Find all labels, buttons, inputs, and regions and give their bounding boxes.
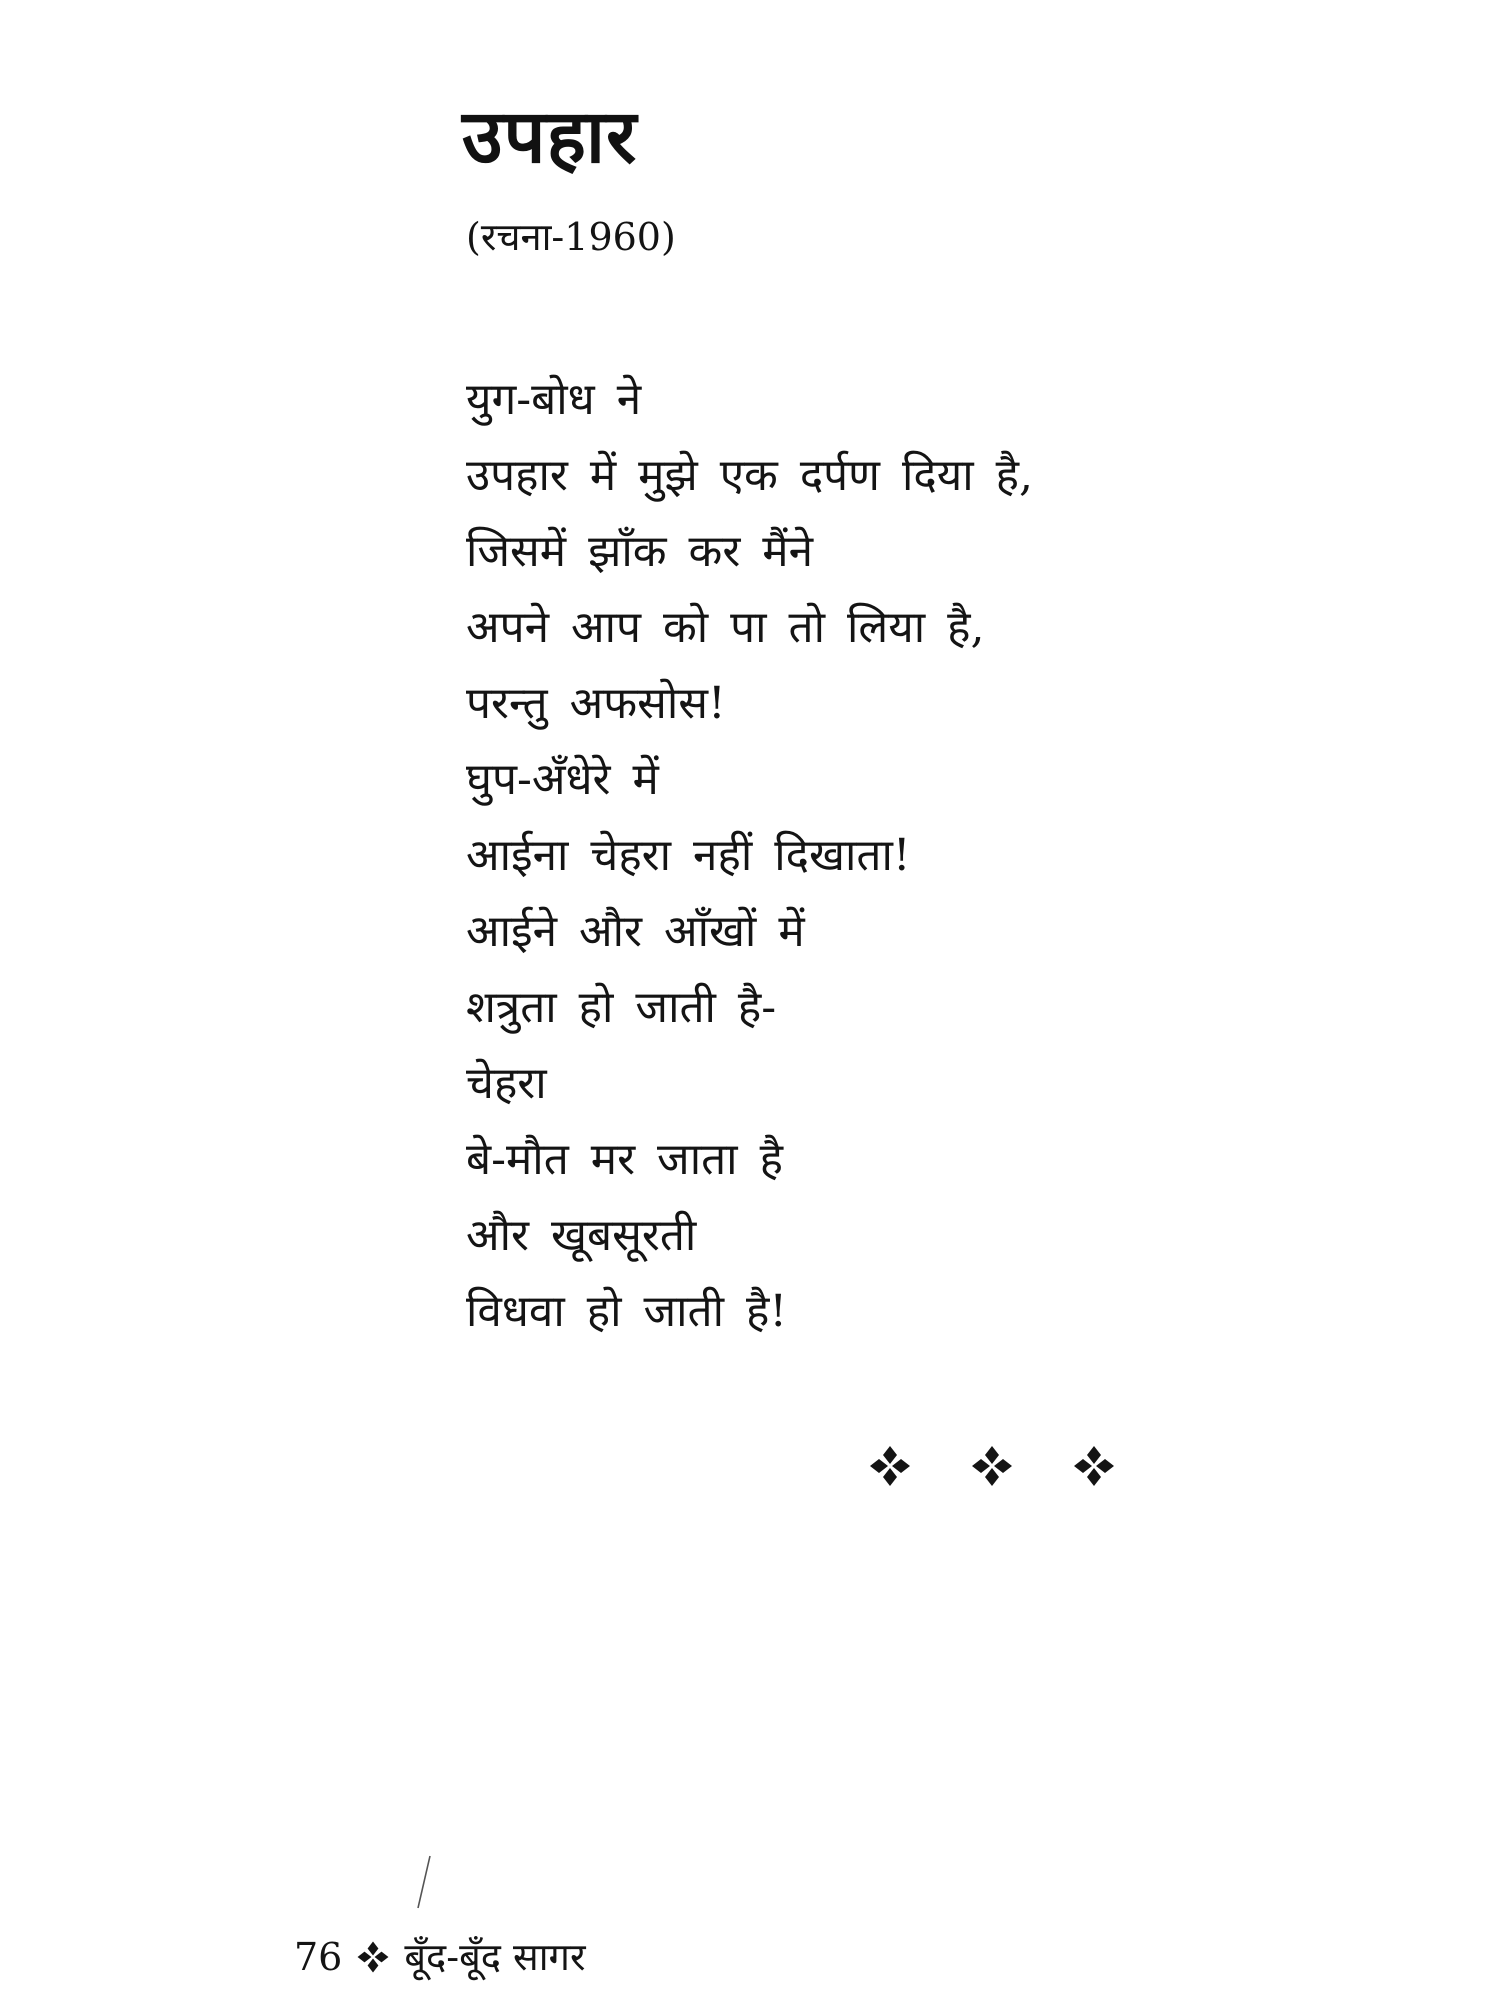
stray-pen-mark bbox=[414, 1854, 434, 1910]
page-footer bbox=[294, 1935, 586, 1979]
poem-body bbox=[466, 362, 1033, 1350]
poem-line: और खूबसूरती bbox=[466, 1210, 697, 1261]
poem-date: (रचना-1960) bbox=[466, 215, 676, 259]
poem-line: आईने और आँखों में bbox=[466, 906, 805, 957]
four-diamond-ornament-icon bbox=[356, 1940, 390, 1974]
poem-line: चेहरा bbox=[466, 1058, 547, 1109]
page-number: 76 bbox=[294, 1935, 343, 1979]
poem-line: जिसमें झाँक कर मैंने bbox=[466, 526, 814, 577]
poem-line: आईना चेहरा नहीं दिखाता! bbox=[466, 830, 911, 881]
section-end-ornaments bbox=[868, 1444, 1116, 1488]
four-diamond-ornament-icon bbox=[868, 1444, 912, 1488]
running-book-title: बूँद-बूँद सागर bbox=[404, 1935, 586, 1979]
poem-line: अपने आप को पा तो लिया है, bbox=[466, 602, 985, 653]
poem-line: उपहार में मुझे एक दर्पण दिया है, bbox=[466, 450, 1033, 501]
poem-line: घुप-अँधेरे में bbox=[466, 754, 659, 805]
four-diamond-ornament-icon bbox=[1072, 1444, 1116, 1488]
poem-line: युग-बोध ने bbox=[466, 374, 642, 425]
poem-line: बे-मौत मर जाता है bbox=[466, 1134, 783, 1185]
poem-line: शत्रुता हो जाती है- bbox=[466, 982, 777, 1033]
poem-title: उपहार bbox=[462, 94, 638, 180]
poem-line: परन्तु अफसोस! bbox=[466, 678, 726, 729]
poem-line: विधवा हो जाती है! bbox=[466, 1286, 788, 1337]
four-diamond-ornament-icon bbox=[970, 1444, 1014, 1488]
